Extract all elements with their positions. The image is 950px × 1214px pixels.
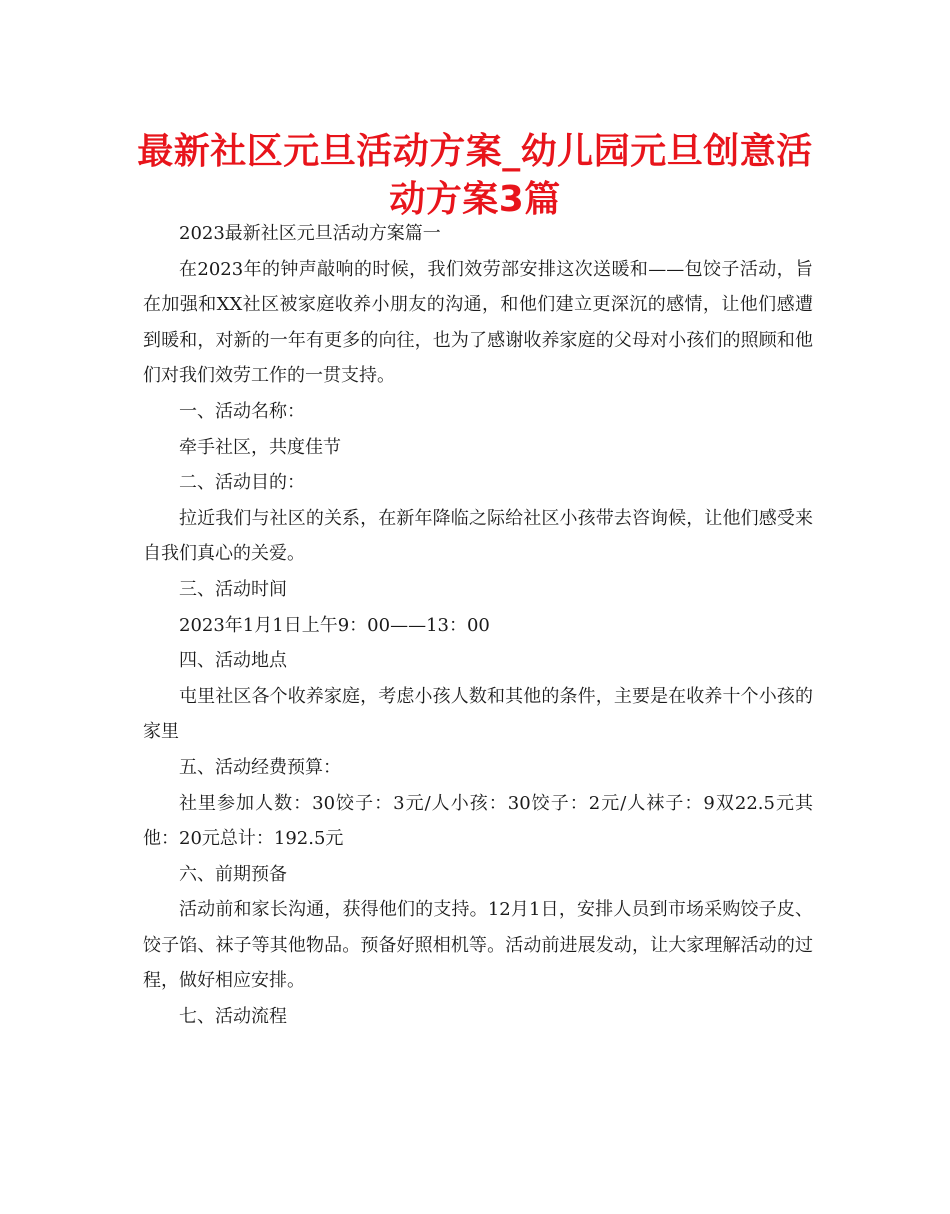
preparation-text: 活动前和家长沟通，获得他们的支持。12月1日，安排人员到市场采购饺子皮、饺子馅、袜子等其他物品。预备好照相机等。活动前进展发动，让大家理解活动的过程，做好相应安排。 <box>143 899 813 992</box>
budget-text: 社里参加人数：30饺子：3元/人小孩：30饺子：2元/人袜子：9双22.5元其他：20元总计：192.5元 <box>143 792 813 850</box>
section-heading-activity-purpose: 二、活动目的： <box>179 472 305 494</box>
activity-location-text: 屯里社区各个收养家庭，考虑小孩人数和其他的条件，主要是在收养十个小孩的家里 <box>143 685 813 743</box>
section-heading-preparation: 六、前期预备 <box>179 863 287 885</box>
activity-name-text: 牵手社区，共度佳节 <box>179 436 341 458</box>
document-body <box>143 216 813 1035</box>
activity-purpose-text: 拉近我们与社区的关系，在新年降临之际给社区小孩带去咨询候，让他们感受来自我们真心的关爱。 <box>143 507 813 565</box>
activity-time-text: 2023年1月1日上午9：00——13：00 <box>179 614 490 636</box>
intro-paragraph: 在2023年的钟声敲响的时候，我们效劳部安排这次送暖和——包饺子活动，旨在加强和XX社区被家庭收养小朋友的沟通，和他们建立更深沉的感情，让他们感遭到暖和，对新的一年有更多的向往，也为了感谢收养家庭的父母对小孩们的照顾和他们对我们效劳工作的一贯支持。 <box>143 258 813 387</box>
section-heading-activity-time: 三、活动时间 <box>179 578 287 600</box>
section-heading-budget: 五、活动经费预算： <box>179 756 341 778</box>
section-heading-article-one: 2023最新社区元旦活动方案篇一 <box>179 223 441 244</box>
section-heading-activity-location: 四、活动地点 <box>179 650 287 672</box>
section-heading-activity-name: 一、活动名称： <box>179 400 305 422</box>
section-heading-activity-flow: 七、活动流程 <box>179 1006 287 1028</box>
document-title: 最新社区元旦活动方案_幼儿园元旦创意活动方案3篇 <box>137 131 813 220</box>
